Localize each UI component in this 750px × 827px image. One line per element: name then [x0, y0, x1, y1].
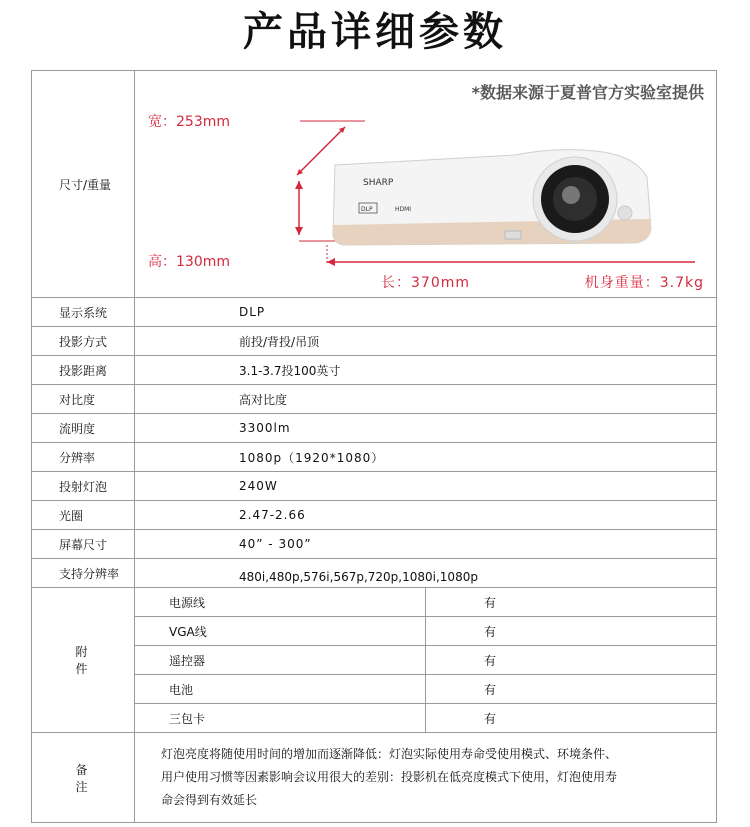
- spec-value: 240W: [135, 472, 717, 501]
- length-dimension: 长：370mm: [381, 275, 470, 291]
- accessory-value: 有: [426, 704, 717, 733]
- spec-row: [32, 501, 717, 530]
- remarks-line: 命会得到有效延长: [161, 793, 258, 807]
- spec-row: [32, 530, 717, 559]
- spec-row: [32, 385, 717, 414]
- size-row: [32, 71, 717, 298]
- spec-value: 高对比度: [135, 385, 717, 414]
- dlp-badge-text: DLP: [361, 206, 373, 213]
- spec-table: [31, 70, 717, 823]
- accessory-value: 有: [426, 617, 717, 646]
- remarks-line: 用户使用习惯等因素影响会议用很大的差别：投影机在低亮度模式下使用，灯泡使用寿: [161, 770, 618, 784]
- spec-value: 3.1-3.7投100英寸: [135, 356, 717, 385]
- spec-label: 光圈: [32, 501, 135, 530]
- accessory-row: [32, 704, 717, 733]
- accessory-value: 有: [426, 646, 717, 675]
- spec-row: [32, 327, 717, 356]
- spec-label: 支持分辨率: [32, 559, 135, 588]
- accessory-row: [32, 675, 717, 704]
- height-dimension: 高：130mm: [148, 254, 230, 270]
- accessory-value: 有: [426, 675, 717, 704]
- accessory-name: VGA线: [135, 617, 426, 646]
- accessory-name: 电源线: [135, 588, 426, 617]
- spec-label: 分辨率: [32, 443, 135, 472]
- accessory-row: [32, 588, 717, 617]
- spec-row: [32, 559, 717, 588]
- projector-image-cell: [135, 71, 717, 298]
- width-dimension: 宽：253mm: [148, 114, 230, 130]
- spec-value: 2.47-2.66: [135, 501, 717, 530]
- spec-label: 对比度: [32, 385, 135, 414]
- spec-row: [32, 356, 717, 385]
- source-note: *数据来源于夏普官方实验室提供: [471, 83, 704, 102]
- spec-row: [32, 298, 717, 327]
- spec-value: 3300lm: [135, 414, 717, 443]
- spec-value: 480i,480p,576i,567p,720p,1080i,1080p: [135, 559, 717, 588]
- spec-value: 前投/背投/吊顶: [135, 327, 717, 356]
- weight-dimension: 机身重量：3.7kg: [584, 275, 704, 291]
- spec-row: [32, 414, 717, 443]
- spec-value: 40” - 300”: [135, 530, 717, 559]
- brand-logo-text: SHARP: [363, 178, 394, 188]
- spec-value: DLP: [135, 298, 717, 327]
- spec-value: 1080p（1920*1080）: [135, 443, 717, 472]
- spec-label: 投射灯泡: [32, 472, 135, 501]
- remarks-line: 灯泡亮度将随使用时间的增加而逐渐降低：灯泡实际使用寿命受使用模式、环境条件、: [161, 747, 618, 761]
- remarks-row: [32, 733, 717, 823]
- accessories-label: 附 件: [32, 588, 135, 733]
- projector-image: [215, 107, 695, 267]
- accessory-row: [32, 617, 717, 646]
- page-title: 产品详细参数: [243, 9, 507, 55]
- spec-row: [32, 443, 717, 472]
- size-weight-label: 尺寸/重量: [32, 71, 135, 298]
- spec-label: 显示系统: [32, 298, 135, 327]
- hdmi-badge-text: HDMI: [395, 206, 412, 213]
- accessory-name: 遥控器: [135, 646, 426, 675]
- spec-label: 流明度: [32, 414, 135, 443]
- spec-label: 投影方式: [32, 327, 135, 356]
- remarks-label: 备 注: [32, 733, 135, 823]
- accessory-name: 电池: [135, 675, 426, 704]
- remarks-text: [135, 733, 717, 823]
- spec-row: [32, 472, 717, 501]
- accessory-name: 三包卡: [135, 704, 426, 733]
- accessory-value: 有: [426, 588, 717, 617]
- spec-label: 屏幕尺寸: [32, 530, 135, 559]
- spec-label: 投影距离: [32, 356, 135, 385]
